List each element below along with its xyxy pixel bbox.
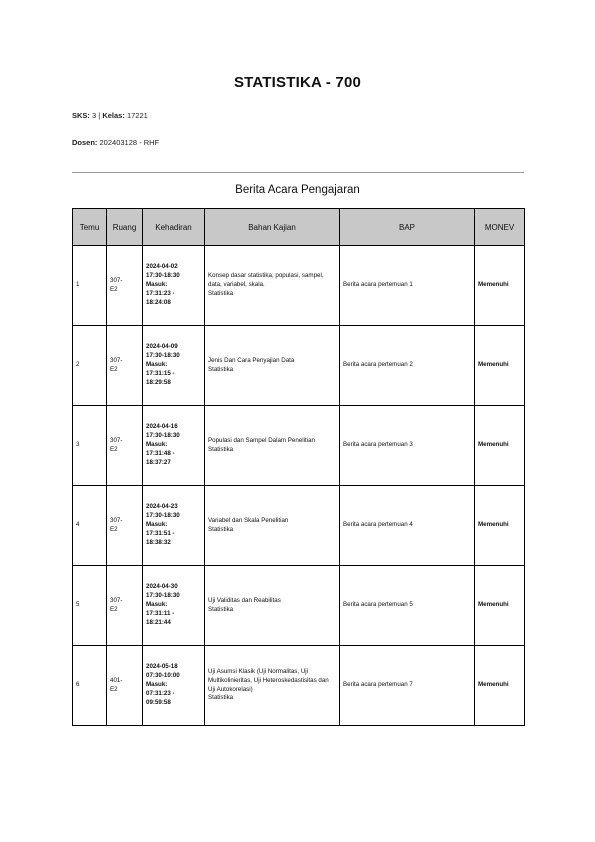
bahan-kajian-cell-text: Uji Validitas dan Reabilitas (208, 596, 281, 604)
monev-cell (475, 246, 525, 326)
kehadiran-cell-text: 2024-04-16 17:30-18:30 Masuk: 17:31:48 - 18:37:27 (146, 423, 180, 466)
temu-cell-text: 4 (76, 521, 80, 528)
bap-cell (340, 566, 475, 646)
monev-cell (475, 326, 525, 406)
bap-cell-text: Berita acara pertemuan 2 (343, 361, 413, 368)
sks-label: SKS: (72, 111, 90, 120)
dosen-label: Dosen: (72, 138, 98, 147)
table-row (73, 646, 525, 726)
header-monev: MONEV (475, 209, 525, 246)
monev-cell-text: Memenuhi (478, 361, 509, 368)
kehadiran-cell (143, 486, 205, 566)
kehadiran-cell-text: 2024-05-18 07:30-10:00 Masuk: 07:31:23 - 09:59:58 (146, 663, 180, 706)
monev-cell (475, 486, 525, 566)
temu-cell (73, 486, 107, 566)
bahan-kajian-cell (205, 406, 340, 486)
ruang-cell-text: 307- E2 (110, 276, 123, 293)
bahan-kajian-cell (205, 566, 340, 646)
temu-cell-text: 3 (76, 441, 80, 448)
bahan-kajian-subject: Statistika (208, 445, 234, 453)
kehadiran-cell-text: 2024-04-02 17:30-18:30 Masuk: 17:31:23 - 18:24:08 (146, 263, 180, 306)
course-title: STATISTIKA - 700 (233, 74, 362, 91)
kehadiran-cell (143, 246, 205, 326)
monev-cell (475, 406, 525, 486)
kehadiran-cell-text: 2024-04-23 17:30-18:30 Masuk: 17:31:51 - 18:38:32 (146, 503, 180, 546)
ruang-cell-text: 307- E2 (110, 436, 123, 453)
bap-cell-text: Berita acara pertemuan 5 (343, 601, 413, 608)
ruang-cell (107, 326, 143, 406)
temu-cell (73, 646, 107, 726)
ruang-cell-text: 307- E2 (110, 356, 123, 373)
kehadiran-cell-text: 2024-04-09 17:30-18:30 Masuk: 17:31:15 - 18:29:58 (146, 343, 180, 386)
bahan-kajian-subject: Statistika (208, 365, 234, 373)
bap-cell (340, 246, 475, 326)
table-row (73, 326, 525, 406)
kelas-label: Kelas: (102, 111, 125, 120)
bahan-kajian-cell-text: Populasi dan Sampel Dalam Penelitian (208, 436, 315, 444)
monev-cell-text: Memenuhi (478, 601, 509, 608)
bahan-kajian-subject: Statistika (208, 289, 234, 297)
ruang-cell (107, 566, 143, 646)
header-ruang: Ruang (107, 209, 143, 246)
ruang-cell (107, 646, 143, 726)
kelas-value: 17221 (126, 111, 148, 120)
monev-cell-text: Memenuhi (478, 281, 509, 288)
bahan-kajian-cell (205, 646, 340, 726)
ruang-cell (107, 246, 143, 326)
bahan-kajian-cell (205, 246, 340, 326)
bap-cell-text: Berita acara pertemuan 4 (343, 521, 413, 528)
horizontal-divider (72, 172, 524, 173)
table-row (73, 406, 525, 486)
ruang-cell (107, 486, 143, 566)
ruang-cell-text: 307- E2 (110, 596, 123, 613)
bahan-kajian-cell-text: Jenis Dan Cara Penyajian Data (208, 356, 295, 364)
bap-cell (340, 406, 475, 486)
header-temu: Temu (73, 209, 107, 246)
bahan-kajian-cell-text: Konsep dasar statistika, populasi, sampel, data, variabel, skala. (208, 272, 324, 288)
temu-cell (73, 326, 107, 406)
table-row (73, 566, 525, 646)
temu-cell-text: 1 (76, 281, 80, 288)
bahan-kajian-subject: Statistika (208, 525, 234, 533)
bahan-kajian-cell (205, 326, 340, 406)
table-row (73, 246, 525, 326)
bahan-kajian-subject: Statistika (208, 694, 234, 702)
header-bahan-kajian: Bahan Kajian (205, 209, 340, 246)
monev-cell (475, 646, 525, 726)
monev-cell-text: Memenuhi (478, 441, 509, 448)
section-title: Berita Acara Pengajaran (235, 184, 360, 196)
bap-cell-text: Berita acara pertemuan 1 (343, 281, 413, 288)
sks-value: 3 (92, 111, 97, 120)
monev-cell-text: Memenuhi (478, 521, 509, 528)
monev-cell-text: Memenuhi (478, 681, 509, 688)
temu-cell (73, 566, 107, 646)
table-header-row (73, 209, 525, 246)
temu-cell-text: 6 (76, 681, 80, 688)
dosen-value: 202403128 - RHF (99, 138, 160, 147)
temu-cell (73, 406, 107, 486)
monev-cell (475, 566, 525, 646)
bap-cell (340, 646, 475, 726)
separator: | (98, 111, 101, 120)
bap-cell-text: Berita acara pertemuan 3 (343, 441, 413, 448)
temu-cell (73, 246, 107, 326)
lecturer-line (72, 138, 159, 147)
bap-cell (340, 326, 475, 406)
bahan-kajian-subject: Statistika (208, 605, 234, 613)
kehadiran-cell (143, 646, 205, 726)
bahan-kajian-cell-text: Uji Asumsi Klasik (Uji Normalitas, Uji Multikolinieritas, Uji Heteroskedastisitas dan Uji Autokorelasi) (208, 667, 329, 693)
header-bap: BAP (340, 209, 475, 246)
bap-cell (340, 486, 475, 566)
ruang-cell-text: 401- E2 (110, 676, 123, 693)
teaching-report-table (72, 208, 525, 726)
course-credit-class (72, 111, 148, 120)
ruang-cell (107, 406, 143, 486)
kehadiran-cell-text: 2024-04-30 17:30-18:30 Masuk: 17:31:11 - 18:21:44 (146, 583, 180, 626)
temu-cell-text: 5 (76, 601, 80, 608)
ruang-cell-text: 307- E2 (110, 516, 123, 533)
bap-cell-text: Berita acara pertemuan 7 (343, 681, 413, 688)
table-row (73, 486, 525, 566)
kehadiran-cell (143, 406, 205, 486)
header-kehadiran: Kehadiran (143, 209, 205, 246)
bahan-kajian-cell-text: Variabel dan Skala Penelitian (208, 516, 289, 524)
temu-cell-text: 2 (76, 361, 80, 368)
kehadiran-cell (143, 326, 205, 406)
kehadiran-cell (143, 566, 205, 646)
bahan-kajian-cell (205, 486, 340, 566)
